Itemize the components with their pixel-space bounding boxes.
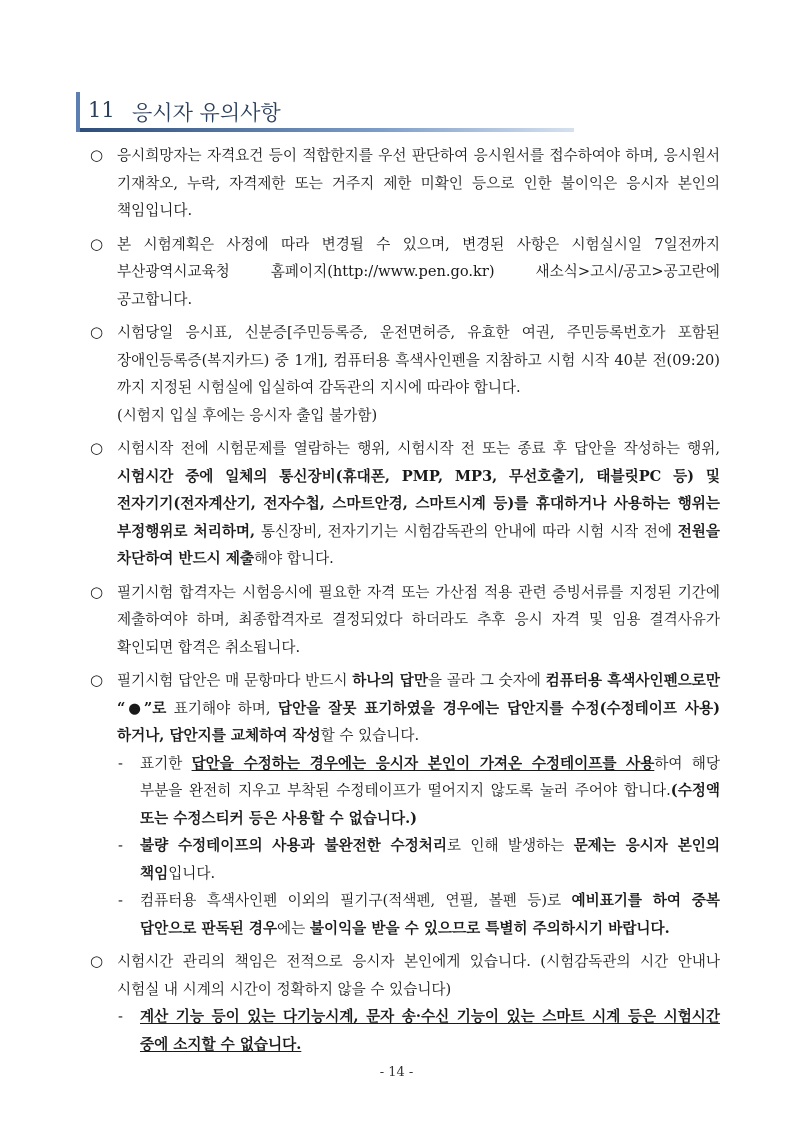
notice-text: 시험당일 응시표, 신분증[주민등록증, 운전면허증, 유효한 여권, 주민등록번호가 포함된 장애인등록증(복지카드) 중 1개], 컴퓨터용 흑색사인펜을 지참하고 시험 시작 40분 전(09:20)까지 지정된 시험실에 입실하여 감독관의 지시에 따라야 합니다.	[117, 324, 720, 396]
dash-bullet-icon: -	[118, 837, 123, 854]
sub-bold-underline-text: 답안을 수정하는 경우에는 응시자 본인이 가져온 수정테이프를 사용	[191, 754, 655, 772]
sub-text: 입니다.	[168, 864, 216, 882]
notice-text: 필기시험 답안은 매 문항마다 반드시	[117, 672, 353, 689]
circle-bullet-icon: ○	[90, 439, 104, 457]
sub-bold-text: 불량 수정테이프의 사용과 불완전한 수정처리	[140, 837, 447, 854]
notice-text: 시험시간 관리의 책임은 전적으로 응시자 본인에게 있습니다. (시험감독관의 시간 안내나 시험실 내 시계의 시간이 정확하지 않을 수 있습니다)	[117, 953, 720, 998]
dash-bullet-icon: -	[118, 892, 123, 909]
sub-item-2	[104, 832, 720, 887]
notice-text: 필기시험 합격자는 시험응시에 필요한 자격 또는 가산점 적용 관련 증빙서류를 지정된 기간에 제출하여야 하며, 최종합격자로 결정되었다 하더라도 추후 응시 자격 및 임용 결격사유가 확인되면 합격은 취소됩니다.	[117, 583, 720, 656]
notice-note: (시험지 입실 후에는 응시자 출입 불가함)	[117, 406, 378, 424]
notice-item-3	[88, 319, 720, 429]
circle-bullet-icon: ○	[90, 671, 104, 689]
header-underline	[80, 128, 574, 132]
sub-bold-text: 불이익을 받을 수 있으므로 특별히 주의하시기 바랍니다.	[309, 919, 670, 937]
notice-item-6	[88, 667, 720, 942]
circle-bullet-icon: ○	[90, 234, 104, 253]
notice-item-2	[88, 231, 720, 314]
circle-bullet-icon: ○	[90, 952, 104, 970]
notice-text: 본 시험계획은 사정에 따라 변경될 수 있으며, 변경된 사항은 시험실시일 7일전까지 부산광역시교육청 홈페이지(http://www.pen.go.kr) 새소식>고시/공고>공고란에 공고합니다.	[117, 235, 720, 308]
notice-text: 할 수 있습니다.	[320, 727, 420, 744]
notice-item-1	[88, 142, 720, 225]
notice-bold-text: 시험시간 중에 일체의 통신장비(휴대폰, PMP, MP3, 무선호출기, 태블릿PC 등) 및 전자기기(전자계산기, 전자수첩, 스마트안경, 스마트시계 등)를 휴대하거나 사용하는 행위는 부정행위로 처리하며,	[117, 467, 720, 540]
sub-text: 하여 해당 부분을 완전히 지우고 부착된 수정테이프가 떨어지지 않도록 눌러 주어야 합니다.	[140, 754, 720, 799]
sub-text: 로 인해 발생하는	[446, 837, 574, 854]
notice-item-4	[88, 435, 720, 573]
page-number: - 14 -	[379, 1065, 414, 1080]
sub-text: 에는	[277, 919, 310, 937]
notice-text: 시험시작 전에 시험문제를 열람하는 행위, 시험시작 전 또는 종료 후 답안을 작성하는 행위,	[117, 440, 720, 457]
sub-item-1	[104, 750, 720, 833]
dash-bullet-icon: -	[118, 1008, 123, 1025]
notice-text: 을 골라 그 숫자에	[427, 672, 546, 689]
notice-bold-text: 전원을 차단하여 반드시 제출	[117, 522, 720, 567]
section-header	[76, 92, 574, 132]
dash-bullet-icon: -	[118, 754, 123, 772]
circle-bullet-icon: ○	[90, 146, 104, 164]
header-accent-bar	[76, 92, 80, 132]
sub-bold-text: (수정액 또는 수정스티커 등은 사용할 수 없습니다.)	[140, 782, 720, 827]
notice-text: 해야 합니다.	[254, 550, 334, 567]
sub-item-watch	[104, 1003, 720, 1058]
sub-bold-text: 문제는 응시자 본인의 책임	[140, 837, 720, 882]
notice-item-7	[88, 948, 720, 1058]
sub-text: 표기한	[140, 754, 192, 772]
section-number: 11	[88, 98, 115, 122]
section-title: 응시자 유의사항	[132, 101, 281, 125]
circle-bullet-icon: ○	[90, 582, 104, 601]
circle-bullet-icon: ○	[90, 323, 104, 341]
notice-bold-text: 컴퓨터용 흑색사인펜으로만 “●”로	[117, 672, 720, 717]
notice-item-5	[88, 579, 720, 662]
sub-item-3	[104, 887, 720, 942]
notice-bold-text: 답안을 잘못 표기하였을 경우에는 답안지를 수정(수정테이프 사용)하거나, 답안지를 교체하여 작성	[117, 699, 720, 744]
notice-list	[88, 142, 720, 1058]
notice-text: 응시희망자는 자격요건 등이 적합한지를 우선 판단하여 응시원서를 접수하여야 하며, 응시원서 기재착오, 누락, 자격제한 또는 거주지 제한 미확인 등으로 인한 불이익은 응시자 본인의 책임입니다.	[117, 147, 720, 219]
notice-text: 표기해야 하며,	[166, 699, 278, 717]
notice-bold-text: 하나의 답만	[352, 672, 428, 689]
sub-bold-underline-text: 계산 기능 등이 있는 다기능시계, 문자 송·수신 기능이 있는 스마트 시계 등은 시험시간 중에 소지할 수 없습니다.	[140, 1008, 720, 1053]
notice-text: 통신장비, 전자기기는 시험감독관의 안내에 따라 시험 시작 전에	[255, 522, 678, 540]
sub-bold-text: 예비표기를 하여 중복 답안으로 판독된 경우	[140, 892, 720, 937]
sub-text: 컴퓨터용 흑색사인펜 이외의 필기구(적색펜, 연필, 볼펜 등)로	[140, 892, 572, 909]
